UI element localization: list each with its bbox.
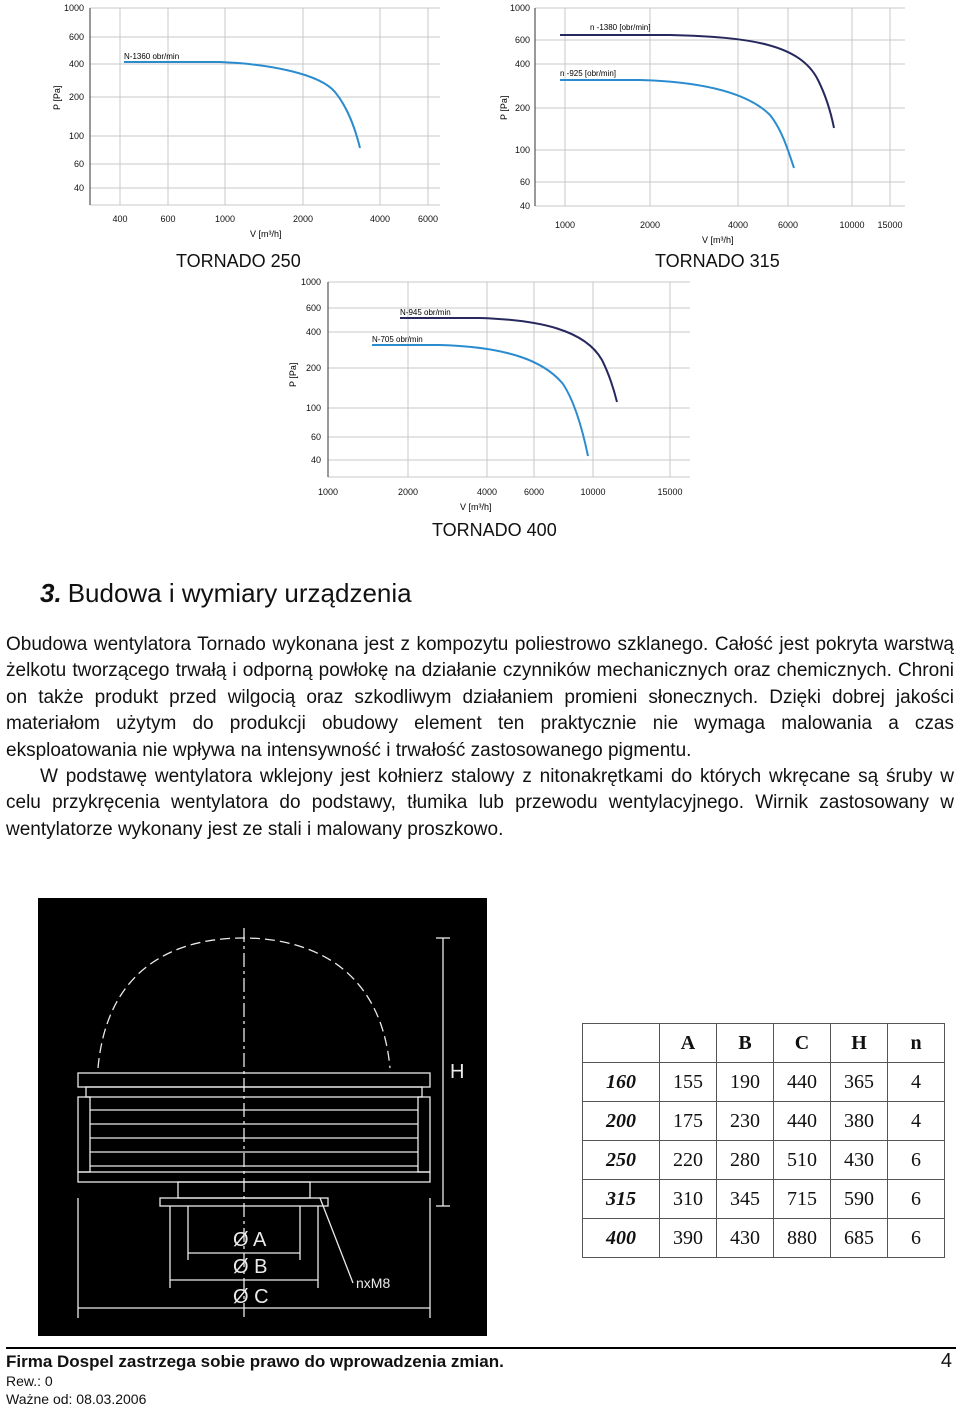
table-row — [583, 1180, 945, 1219]
size-cell: 315 — [583, 1180, 660, 1219]
value-cell: 430 — [717, 1219, 774, 1258]
y-tick: 1000 — [300, 277, 321, 287]
y-tick: 100 — [305, 403, 321, 413]
x-tick: 6000 — [417, 214, 439, 224]
section-title: Budowa i wymiary urządzenia — [67, 578, 412, 608]
y-axis-label: P [Pa] — [499, 95, 509, 120]
curve-label: N-705 obr/min — [372, 335, 423, 344]
table-corner — [583, 1024, 660, 1063]
y-tick: 100 — [514, 145, 530, 155]
header-cell: C — [774, 1024, 831, 1063]
tornado-250-chart — [40, 0, 450, 245]
value-cell: 380 — [831, 1102, 888, 1141]
size-cell: 400 — [583, 1219, 660, 1258]
x-tick: 15000 — [877, 220, 903, 230]
x-tick: 2000 — [292, 214, 314, 224]
value-cell: 510 — [774, 1141, 831, 1180]
x-tick: 4000 — [476, 487, 498, 497]
y-tick: 600 — [68, 32, 84, 42]
label-diameter-b: Ø B — [233, 1256, 268, 1278]
table-row — [583, 1141, 945, 1180]
label-diameter-c: Ø C — [233, 1286, 269, 1308]
footer-revision: Rew.: 0 — [6, 1373, 53, 1389]
y-tick: 200 — [305, 363, 321, 373]
x-tick: 10000 — [580, 487, 606, 497]
value-cell: 6 — [888, 1141, 945, 1180]
y-tick: 1000 — [63, 3, 84, 13]
label-h: H — [450, 1061, 465, 1083]
footer-valid-from: Ważne od: 08.03.2006 — [6, 1391, 147, 1407]
tornado-400-chart — [280, 272, 700, 517]
paragraph: Obudowa wentylatora Tornado wykonana jest z kompozytu poliestrowo szklanego. Całość jest pokryta warstwą żelkotu tworzącego trwałą i odporną powłokę na działanie czynników mechanicznych oraz chemicznych. Chroni on także produkt przed wilgocią oraz szkodliwym działaniem promieni słonecznych. Dzięki dobrej jakości materiałom użytym do produkcji obudowy element ten praktycznie nie wymaga malowania a czas eksploatowania nie wpływa na intensywność i trwałość zastosowanego pigmentu. — [6, 634, 954, 761]
header-cell: B — [717, 1024, 774, 1063]
y-axis-label: P [Pa] — [288, 362, 298, 387]
value-cell: 155 — [660, 1063, 717, 1102]
y-tick: 200 — [68, 92, 84, 102]
tornado-400-caption: TORNADO 400 — [432, 520, 557, 540]
curve-n1380 — [560, 35, 834, 128]
table-row — [583, 1063, 945, 1102]
value-cell: 880 — [774, 1219, 831, 1258]
y-tick: 400 — [514, 59, 530, 69]
value-cell: 365 — [831, 1063, 888, 1102]
x-tick: 2000 — [397, 487, 419, 497]
value-cell: 390 — [660, 1219, 717, 1258]
dimensions-table — [582, 1023, 945, 1258]
x-axis-label: V [m³/h] — [702, 235, 734, 245]
x-tick: 1000 — [554, 220, 576, 230]
value-cell: 6 — [888, 1219, 945, 1258]
value-cell: 280 — [717, 1141, 774, 1180]
value-cell: 310 — [660, 1180, 717, 1219]
tornado-315-chart — [490, 0, 915, 250]
x-axis-label: V [m³/h] — [460, 502, 492, 512]
x-tick: 600 — [160, 214, 176, 224]
x-tick: 6000 — [523, 487, 545, 497]
y-tick: 1000 — [509, 3, 530, 13]
y-tick: 60 — [519, 177, 530, 187]
footer-divider — [6, 1347, 956, 1349]
value-cell: 715 — [774, 1180, 831, 1219]
x-axis-label: V [m³/h] — [250, 229, 282, 239]
y-tick: 40 — [519, 201, 530, 211]
value-cell: 345 — [717, 1180, 774, 1219]
value-cell: 4 — [888, 1102, 945, 1141]
y-tick: 100 — [68, 131, 84, 141]
tornado-315-caption: TORNADO 315 — [655, 251, 780, 271]
size-cell: 250 — [583, 1141, 660, 1180]
label-diameter-a: Ø A — [233, 1229, 267, 1251]
value-cell: 440 — [774, 1063, 831, 1102]
y-tick: 60 — [310, 432, 321, 442]
y-tick: 600 — [514, 35, 530, 45]
y-tick: 40 — [73, 183, 84, 193]
curve-label: n -1380 [obr/min] — [590, 23, 651, 32]
value-cell: 230 — [717, 1102, 774, 1141]
value-cell: 220 — [660, 1141, 717, 1180]
size-cell: 200 — [583, 1102, 660, 1141]
x-tick: 1000 — [214, 214, 236, 224]
x-tick: 4000 — [369, 214, 391, 224]
x-tick: 15000 — [657, 487, 683, 497]
x-tick: 2000 — [639, 220, 661, 230]
y-tick: 400 — [68, 59, 84, 69]
value-cell: 4 — [888, 1063, 945, 1102]
y-tick: 60 — [73, 159, 84, 169]
section-heading — [40, 578, 412, 609]
y-tick: 600 — [305, 303, 321, 313]
header-cell: n — [888, 1024, 945, 1063]
value-cell: 6 — [888, 1180, 945, 1219]
curve-n1360 — [124, 62, 360, 148]
curve-label: n -925 [obr/min] — [560, 69, 617, 78]
drawing-svg — [38, 898, 487, 1336]
size-cell: 160 — [583, 1063, 660, 1102]
x-tick: 1000 — [317, 487, 339, 497]
y-tick: 400 — [305, 327, 321, 337]
fan-technical-drawing — [38, 898, 487, 1336]
value-cell: 190 — [717, 1063, 774, 1102]
value-cell: 685 — [831, 1219, 888, 1258]
table-header-row — [583, 1024, 945, 1063]
y-tick: 200 — [514, 103, 530, 113]
x-tick: 6000 — [777, 220, 799, 230]
x-tick: 10000 — [839, 220, 865, 230]
x-tick: 400 — [112, 214, 128, 224]
tornado-250-caption: TORNADO 250 — [176, 251, 301, 271]
curve-n705 — [372, 345, 588, 456]
value-cell: 430 — [831, 1141, 888, 1180]
header-cell: A — [660, 1024, 717, 1063]
body-text — [6, 632, 954, 843]
value-cell: 175 — [660, 1102, 717, 1141]
label-bolts: nxM8 — [356, 1275, 391, 1291]
value-cell: 440 — [774, 1102, 831, 1141]
x-tick: 4000 — [727, 220, 749, 230]
table-row — [583, 1102, 945, 1141]
page-number: 4 — [940, 1350, 952, 1372]
curve-label: N-945 obr/min — [400, 308, 451, 317]
section-number: 3. — [40, 578, 62, 608]
value-cell: 590 — [831, 1180, 888, 1219]
curve-n925 — [560, 80, 794, 168]
header-cell: H — [831, 1024, 888, 1063]
curve-n945 — [400, 318, 617, 402]
paragraph: W podstawę wentylatora wklejony jest kołnierz stalowy z nitonakrętkami do których wkręcane są śruby w celu przykręcenia wentylatora do podstawy, tłumika lub przewodu wentylacyjnego. Wirnik zastosowany w wentylatorze wykonany jest ze stali i malowany proszkowo. — [6, 766, 954, 840]
footer-notice: Firma Dospel zastrzega sobie prawo do wprowadzenia zmian. — [6, 1352, 504, 1371]
table-row — [583, 1219, 945, 1258]
y-tick: 40 — [310, 455, 321, 465]
y-axis-label: P [Pa] — [52, 85, 62, 110]
curve-label: N-1360 obr/min — [124, 52, 180, 61]
